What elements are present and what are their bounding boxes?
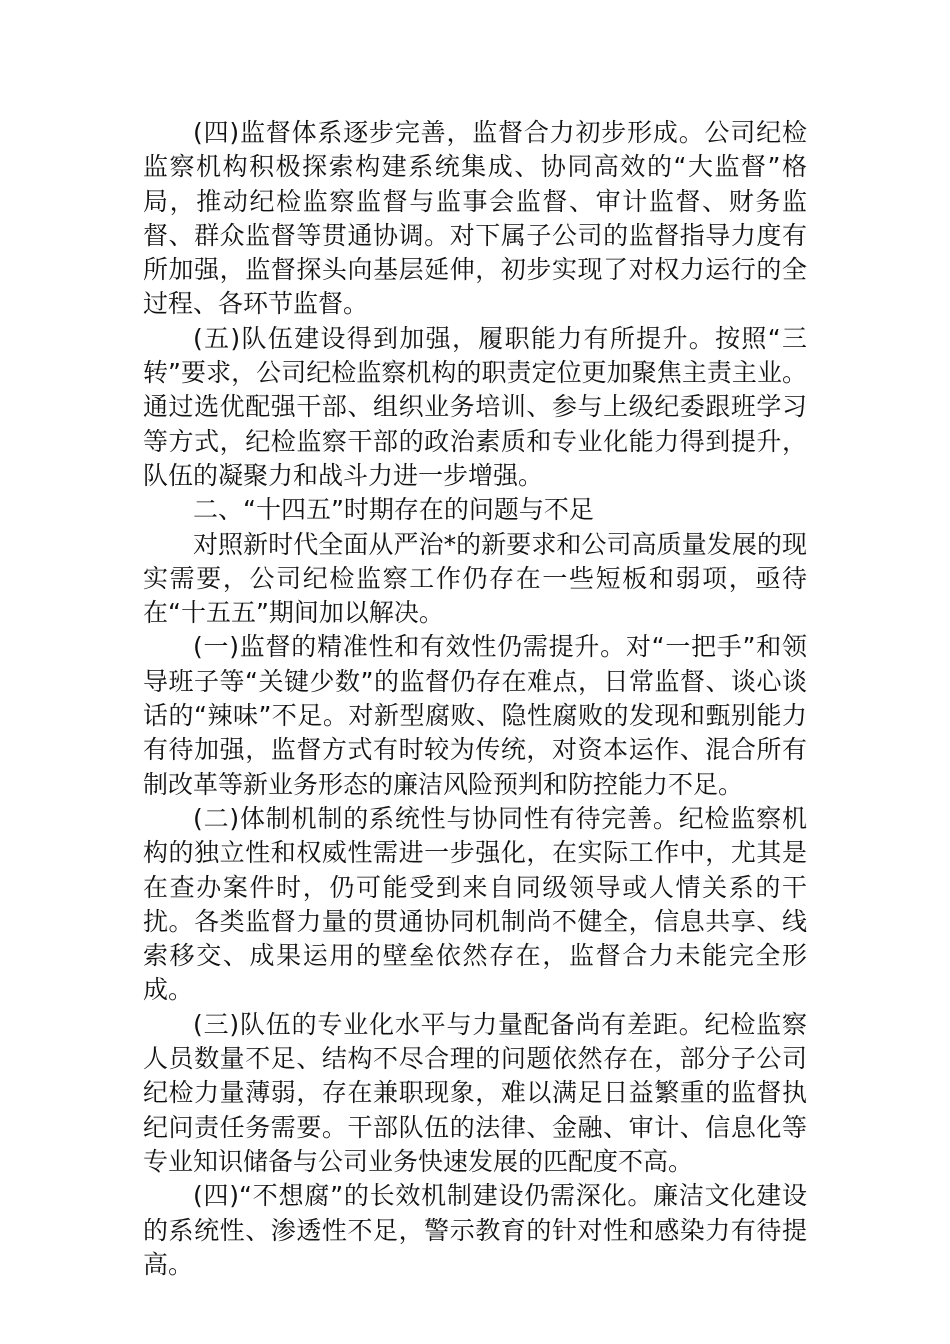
- paragraph-problems-intro: 对照新时代全面从严治*的新要求和公司高质量发展的现实需要，公司纪检监察工作仍存在一些短板和弱项，亟待在“十五五”期间加以解决。: [143, 529, 807, 628]
- paragraph-problem-staffing: (三)队伍的专业化水平与力量配备尚有差距。纪检监察人员数量不足、结构不尽合理的问题依然存在，部分子公司纪检力量薄弱，存在兼职现象，难以满足日益繁重的监督执纪问责任务需要。干部队伍的法律、金融、审计、信息化等专业知识储备与公司业务快速发展的匹配度不高。: [143, 1009, 807, 1176]
- paragraph-supervision-system: (四)监督体系逐步完善，监督合力初步形成。公司纪检监察机构积极探索构建系统集成、协同高效的“大监督”格局，推动纪检监察监督与监事会监督、审计监督、财务监督、群众监督等贯通协调。对下属子公司的监督指导力度有所加强，监督探头向基层延伸，初步实现了对权力运行的全过程、各环节监督。: [143, 118, 807, 319]
- paragraph-team-building: (五)队伍建设得到加强，履职能力有所提升。按照“三转”要求，公司纪检监察机构的职责定位更加聚焦主责主业。通过选优配强干部、组织业务培训、参与上级纪委跟班学习等方式，纪检监察干部的政治素质和专业化能力得到提升，队伍的凝聚力和战斗力进一步增强。: [143, 323, 807, 490]
- paragraph-problem-mechanism: (二)体制机制的系统性与协同性有待完善。纪检监察机构的独立性和权威性需进一步强化，在实际工作中，尤其是在查办案件时，仍可能受到来自同级领导或人情关系的干扰。各类监督力量的贯通协同机制尚不健全，信息共享、线索移交、成果运用的壁垒依然存在，监督合力未能完全形成。: [143, 803, 807, 1005]
- paragraph-problem-long-term: (四)“不想腐”的长效机制建设仍需深化。廉洁文化建设的系统性、渗透性不足，警示教育的针对性和感染力有待提高。: [143, 1181, 807, 1279]
- section-heading-problems: 二、“十四五”时期存在的问题与不足: [193, 495, 594, 525]
- paragraph-problem-precision: (一)监督的精准性和有效性仍需提升。对“一把手”和领导班子等“关键少数”的监督仍存在难点，日常监督、谈心谈话的“辣味”不足。对新型腐败、隐性腐败的发现和甄别能力有待加强，监督方式有时较为传统，对资本运作、混合所有制改革等新业务形态的廉洁风险预判和防控能力不足。: [143, 632, 807, 799]
- document-body: [143, 116, 807, 1282]
